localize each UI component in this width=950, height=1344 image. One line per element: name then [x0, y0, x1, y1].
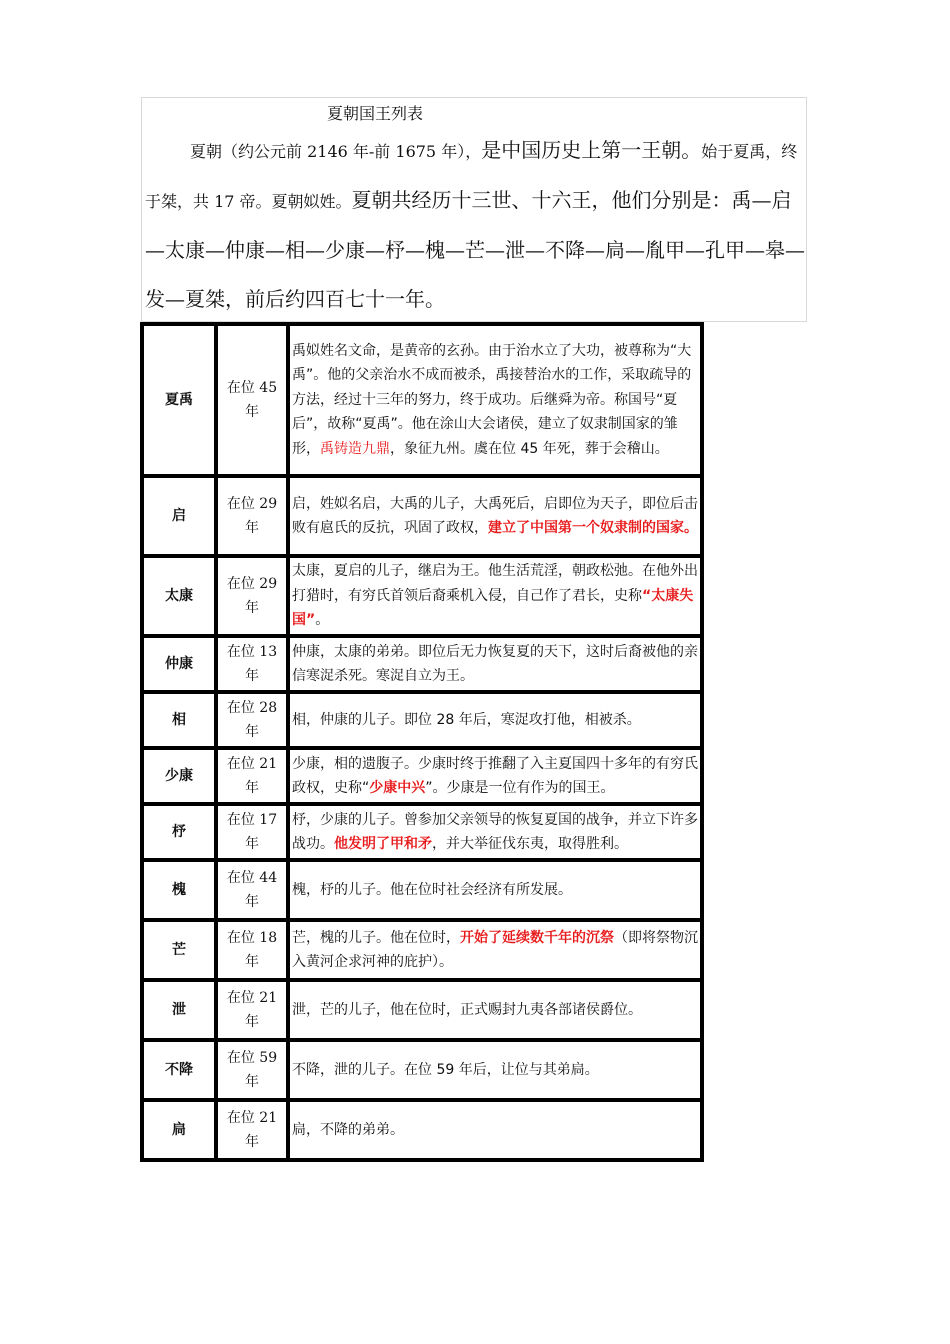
description-text: 泄，芒的儿子，他在位时，正式赐封九夷各部诸侯爵位。 — [292, 1001, 642, 1018]
king-name: 夏禹 — [142, 324, 216, 476]
table-row — [142, 692, 702, 748]
king-description — [288, 692, 702, 748]
table-row — [142, 1040, 702, 1100]
reign-length: 在位 21 年 — [216, 1100, 288, 1160]
reign-length: 在位 28 年 — [216, 692, 288, 748]
highlight-text: 开始了延续数千年的沉祭 — [460, 929, 614, 946]
table-row — [142, 636, 702, 692]
reign-length: 在位 18 年 — [216, 920, 288, 980]
description-text: 不降，泄的儿子。在位 59 年后，让位与其弟扃。 — [292, 1061, 599, 1078]
king-description — [288, 804, 702, 860]
description-text: 芒，槐的儿子。他在位时， — [292, 929, 460, 946]
description-text: （即将祭物沉入黄河企求河神的庇护）。 — [292, 929, 698, 970]
reign-length: 在位 21 年 — [216, 980, 288, 1040]
highlight-text: “太康失国” — [292, 587, 694, 629]
king-name: 太康 — [142, 556, 216, 636]
king-description — [288, 980, 702, 1040]
king-description — [288, 476, 702, 556]
king-description — [288, 748, 702, 804]
reign-length: 在位 21 年 — [216, 748, 288, 804]
description-text: 仲康，太康的弟弟。即位后无力恢复夏的天下，这时后裔被他的亲信寒浞杀死。寒浞自立为王。 — [292, 643, 698, 684]
description-text: 杼，少康的儿子。曾参加父亲领导的恢复夏国的战争，并立下许多战功。 — [292, 811, 698, 852]
table-row — [142, 980, 702, 1040]
intro-paragraph — [145, 126, 805, 324]
reign-length: 在位 44 年 — [216, 860, 288, 920]
king-name: 不降 — [142, 1040, 216, 1100]
king-name: 杼 — [142, 804, 216, 860]
description-text: 相，仲康的儿子。即位 28 年后，寒浞攻打他，相被杀。 — [292, 711, 641, 728]
king-name: 芒 — [142, 920, 216, 980]
description-text: 少康，相的遗腹子。少康时终于推翻了入主夏国四十多年的有穷氏政权，史称“ — [292, 755, 698, 796]
king-name: 槐 — [142, 860, 216, 920]
description-text: 扃，不降的弟弟。 — [292, 1121, 404, 1138]
king-name: 少康 — [142, 748, 216, 804]
highlight-text: 建立了中国第一个奴隶制的国家。 — [488, 520, 698, 536]
description-text: 禹姒姓名文命，是黄帝的玄孙。由于治水立了大功，被尊称为“大禹”。他的父亲治水不成而被杀，禹接替治水的工作，采取疏导的方法，经过十三年的努力，终于成功。后继舜为帝。称国号“夏后”，故称“夏禹”。他在涂山大会诸侯，建立了奴隶制国家的雏形， — [292, 342, 692, 457]
table-row — [142, 920, 702, 980]
highlight-text: 禹铸造九鼎 — [320, 440, 390, 457]
king-description — [288, 636, 702, 692]
highlight-text: 少康中兴 — [369, 780, 426, 796]
king-name: 仲康 — [142, 636, 216, 692]
description-text: ”。少康是一位有作为的国王。 — [425, 780, 615, 796]
table-row — [142, 804, 702, 860]
intro-part-2: 是中国历史上第一王朝。 — [481, 138, 702, 162]
description-text: 启，姓姒名启，大禹的儿子，大禹死后，启即位为天子，即位后击败有扈氏的反抗，巩固了政权， — [292, 495, 698, 536]
king-description — [288, 1040, 702, 1100]
highlight-text: 他发明了甲和矛 — [334, 836, 432, 852]
description-text: ，并大举征伐东夷，取得胜利。 — [432, 836, 628, 852]
reign-length: 在位 13 年 — [216, 636, 288, 692]
description-text: 。 — [315, 612, 330, 629]
table-row — [142, 1100, 702, 1160]
king-name: 相 — [142, 692, 216, 748]
reign-length: 在位 29 年 — [216, 556, 288, 636]
table-row — [142, 476, 702, 556]
table-row — [142, 324, 702, 476]
description-text: ，象征九州。虞在位 45 年死，葬于会稽山。 — [390, 440, 669, 457]
intro-part-3: 始于夏禹，终于桀，共 17 帝。夏朝姒姓。 — [145, 142, 798, 211]
table-row — [142, 860, 702, 920]
king-description — [288, 324, 702, 476]
reign-length: 在位 29 年 — [216, 476, 288, 556]
table-row — [142, 748, 702, 804]
king-description — [288, 860, 702, 920]
reign-length: 在位 45 年 — [216, 324, 288, 476]
page-title: 夏朝国王列表 — [327, 104, 424, 123]
king-name: 启 — [142, 476, 216, 556]
king-name: 扃 — [142, 1100, 216, 1160]
reign-length: 在位 17 年 — [216, 804, 288, 860]
reign-length: 在位 59 年 — [216, 1040, 288, 1100]
kings-table-body — [142, 324, 702, 1160]
table-row — [142, 556, 702, 636]
king-description — [288, 1100, 702, 1160]
kings-table — [140, 322, 704, 1162]
intro-part-1: 夏朝（约公元前 2146 年-前 1675 年）， — [190, 142, 482, 161]
description-text: 太康，夏启的儿子，继启为王。他生活荒淫，朝政松弛。在他外出打猎时，有穷氏首领后裔乘机入侵，自己作了君长，史称 — [292, 563, 698, 604]
description-text: 槐，杼的儿子。他在位时社会经济有所发展。 — [292, 881, 572, 898]
intro-box — [141, 97, 807, 322]
king-description — [288, 920, 702, 980]
king-name: 泄 — [142, 980, 216, 1040]
intro-part-4: 夏朝共经历十三世、十六王，他们分别是：禹—启—太康—仲康—相—少康—杼—槐—芒—泄—不降—扃—胤甲—孔甲—皋—发—夏桀，前后约四百七十一年。 — [145, 188, 805, 311]
king-description — [288, 556, 702, 636]
